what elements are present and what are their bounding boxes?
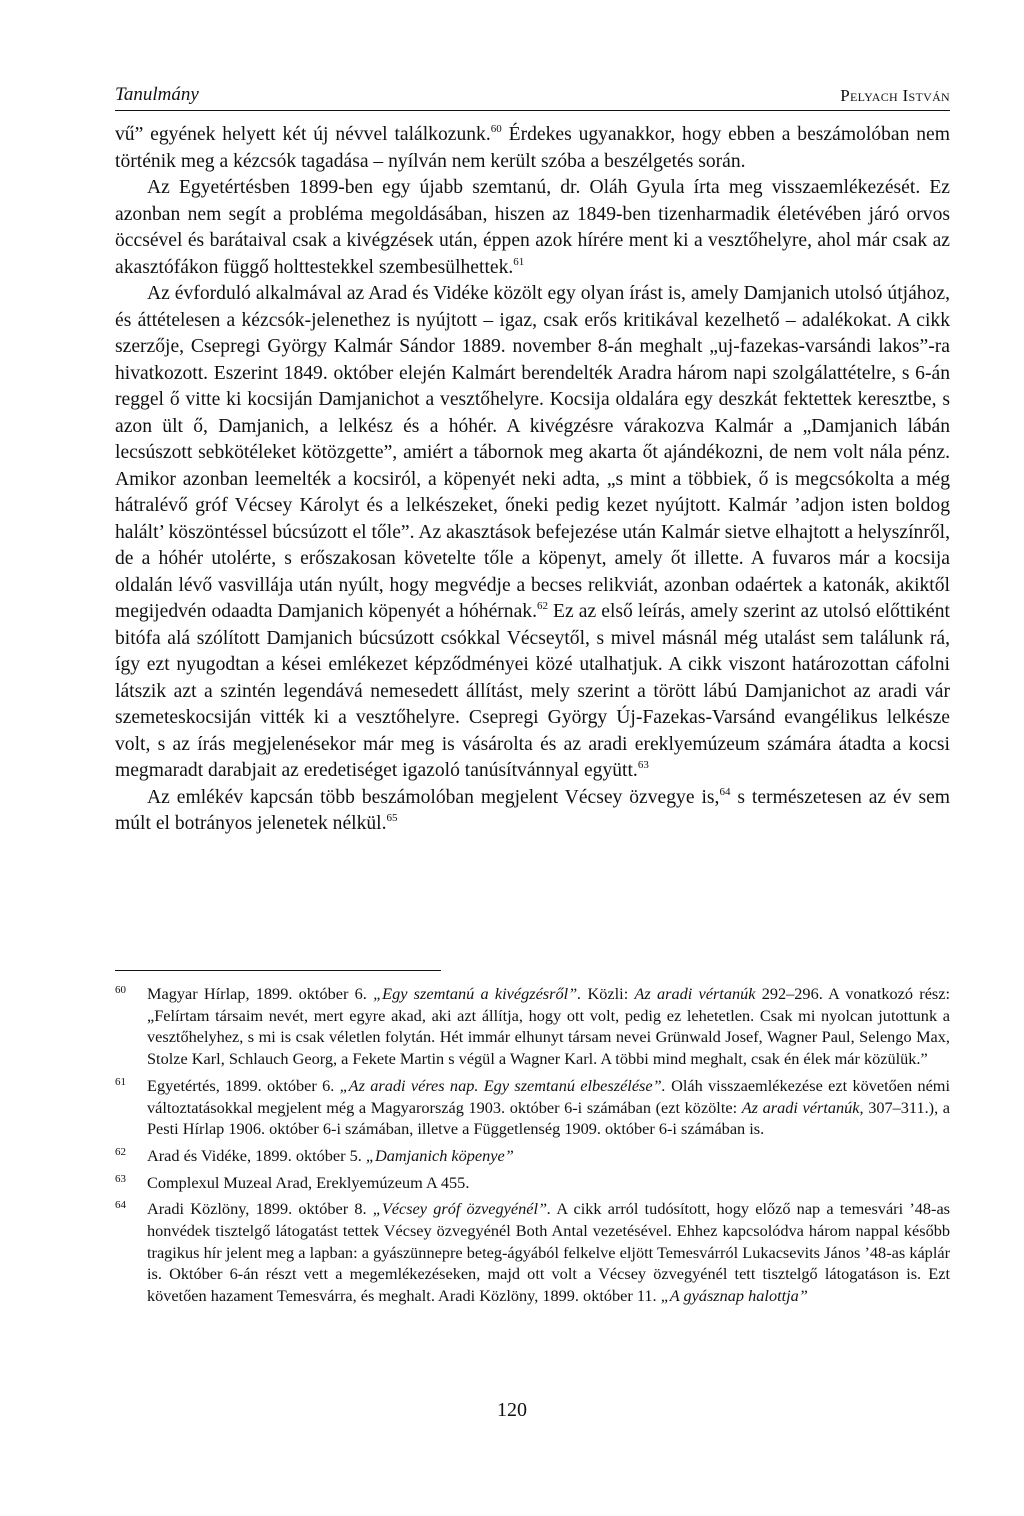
- footnote-64: [115, 1198, 950, 1307]
- footnote-ref[interactable]: 64: [719, 785, 731, 798]
- footnote-number: 61: [115, 1075, 126, 1088]
- section-title: Tanulmány: [115, 84, 199, 105]
- footnote-60: [115, 983, 950, 1070]
- footnote-text: Complexul Muzeal Arad, Ereklyemúzeum A 455.: [147, 1172, 470, 1192]
- running-header: [115, 84, 950, 111]
- paragraph-3: [115, 281, 950, 785]
- footnote-62: [115, 1145, 950, 1167]
- footnote-title: „Az aradi véres nap. Egy szemtanú elbeszélése”.: [339, 1075, 666, 1095]
- footnote-text: Egyetértés, 1899. október 6.: [147, 1075, 340, 1095]
- paragraph-text: Az évforduló alkalmával az Arad és Vidéke közölt egy olyan írást is, amely Damjanich utolsó útjához, és áttételesen a kézcsók-jelenethez is nyújtott – igaz, csak erős kritikával kezelhető – adalékokat. A cikk szerzője, Csepregi György Kalmár Sándor 1889. november 8-án meghalt „uj-fazekas-varsándi lakos”-ra hivatkozott. Eszerint 1849. október elején Kalmárt berendelték Aradra három napi szolgálattételre, s 6-án reggel ő vitte ki kocsiján Damjanichot a vesztőhelyre. Kocsija oldalára egy deszkát fektettek keresztbe, s azon ült ő, Damjanich, a lelkész és a hóhér. A kivégzésre várakozva Kalmár a „Damjanich lábán lecsúszott sebkötéleket kötözgette”, amiért a tábornok meg akarta őt ajándékozni, de nem volt nála pénz. Amikor azonban leemelték a kocsiról, a köpenyét neki adta, „s mint a többiek, ő is megcsókolta a még hátralévő gróf Vécsey Károlyt és a lelkészeket, őneki pedig kezet nyújtott. Kalmár ’adjon isten boldog halált’ köszöntéssel búcsúzott el tőle”. Az akasztások befejezése után Kalmár sietve elhajtott a helyszínről, de a hóhér utolérte, s erőszakosan követelte tőle a köpenyt, amely őt illette. A fuvaros már a kocsija oldalán lévő vasvillája után nyúlt, hogy megvédje a becses relikviát, azonban odaértek a katonák, akiktől megijedvén odaadta Damjanich köpenyét a hóhérnak.: [115, 283, 950, 622]
- main-text: [115, 122, 950, 838]
- footnote-text: 307–311.), a Pesti Hírlap 1906. október 6-i számában, illetve a Függetlenség 1909. október 6-i számában is.: [147, 1097, 951, 1139]
- footnote-ref[interactable]: 61: [513, 255, 525, 268]
- footnote-ref[interactable]: 62: [536, 600, 548, 612]
- footnote-number: 63: [115, 1172, 126, 1185]
- paragraph-4: [115, 785, 950, 838]
- paragraph-2: [115, 175, 950, 281]
- footnote-text: 292–296. A vonatkozó rész: „Felírtam társaim nevét, mert egyre akad, aki azt állítja, hogy ott volt, pedig ez lehetetlen. Csak mi nyolcan jutottunk a vesztőhelyhez, s mi is csak véletlen folytán. Hét immár elhunyt társam nevei Grünwald Josef, Wagner Paul, Selengo Max, Stolze Karl, Schlauch Georg, a Fekete Martin s végül a Wagner Karl. A többi mind meghalt, csak én élek már közülük.”: [147, 984, 951, 1069]
- footnote-number: 62: [115, 1145, 126, 1158]
- footnote-title: Az aradi vértanúk,: [741, 1097, 864, 1117]
- paragraph-1: [115, 122, 950, 175]
- footnote-title: „Damjanich köpenye”: [365, 1145, 514, 1165]
- footnote-divider: [115, 970, 441, 971]
- footnote-title: „Egy szemtanú a kivégzésről”.: [373, 984, 582, 1003]
- footnote-61: [115, 1075, 950, 1140]
- footnote-text: Közli:: [581, 984, 635, 1003]
- page-number: 120: [497, 1399, 527, 1421]
- footnote-title: „Vécsey gróf özvegyénél”.: [372, 1199, 552, 1219]
- footnote-63: [115, 1172, 950, 1194]
- footnote-title: Az aradi vértanúk: [634, 984, 756, 1003]
- footnote-ref[interactable]: 65: [386, 812, 398, 824]
- paragraph-text: Érdekes ugyanakkor, hogy ebben a beszámolóban nem történik meg a kézcsók tagadása – nyílván nem került szóba a beszélgetés során.: [115, 124, 950, 172]
- paragraph-text: vű” egyének helyett két új névvel találkozunk.: [115, 124, 491, 145]
- footnotes: [115, 983, 950, 1312]
- paragraph-text: Az emlékév kapcsán több beszámolóban megjelent Vécsey özvegye is,: [147, 786, 720, 808]
- footnote-number: 64: [115, 1199, 126, 1212]
- paragraph-text: Ez az első leírás, amely szerint az utolsó előttiként bitófa alá szólított Damjanich búcsúzott csókkal Vécseytől, s mivel másnál még utalást sem találunk rá, így ezt nyugodtan a kései emlékezet képződményei közé utalhatjuk. A cikk viszont határozottan cáfolni látszik azt a szintén legendává nemesedett állítást, mely szerint a törött lábú Damjanichot az aradi vár szemeteskocsiján vitték ki a vesztőhelyre. Csepregi György Új-Fazekas-Varsánd evangélikus lelkésze volt, s az írás megjelenésekor már meg is vásárolta és az aradi ereklyemúzeum számára átadta a kocsi megmaradt darabjait az eredetiséget igazoló tanúsítvánnyal együtt.: [115, 601, 950, 781]
- footnote-title: „A gyásznap halottja”: [660, 1286, 808, 1306]
- footnote-text: Arad és Vidéke, 1899. október 5.: [147, 1145, 366, 1165]
- footnote-number: 60: [115, 984, 126, 996]
- footnote-ref[interactable]: 63: [637, 759, 649, 771]
- author-name: Pelyach István: [840, 86, 950, 105]
- footnote-text: Oláh visszaemlékezése ezt követően némi változtatásokkal megjelent még a Magyarország 1903. október 6-i számában (ezt közölte:: [147, 1075, 950, 1117]
- paragraph-text: s természetesen az év sem múlt el botrányos jelenetek nélkül.: [115, 786, 951, 834]
- footnote-text: Magyar Hírlap, 1899. október 6.: [147, 984, 374, 1003]
- footnote-text: A cikk arról tudósított, hogy előző nap a temesvári ’48-as honvédek tisztelgő látogatást tettek Vécsey özvegyénél Both Antal vezetésével. Ehhez kapcsolódva három nappal később tragikus hír jelent meg a lapban: a gyászünnepre beteg-ágyából felkelve eljött Temesvárról Lukacsevits János ’48-as káplár is. Október 6-án részt vett a megemlékezéseken, majd ott volt a Vécsey özvegyénél tett tisztelgő látogatáson is. Ezt követően hazament Temesvárra, és meghalt. Aradi Közlöny, 1899. október 11.: [147, 1199, 951, 1306]
- paragraph-text: Az Egyetértésben 1899-ben egy újabb szemtanú, dr. Oláh Gyula írta meg visszaemlékezését. Ez azonban nem segít a probléma megoldásában, hiszen az 1849-ben tizenharmadik életévében járó orvos öccsével és barátaival csak a kivégzések után, éppen azok hírére ment ki a vesztőhelyre, ahol már csak az akasztófákon függő holttestekkel szembesülhettek.: [115, 177, 950, 278]
- footnote-ref[interactable]: 60: [490, 123, 502, 135]
- footnote-text: Aradi Közlöny, 1899. október 8.: [147, 1199, 373, 1219]
